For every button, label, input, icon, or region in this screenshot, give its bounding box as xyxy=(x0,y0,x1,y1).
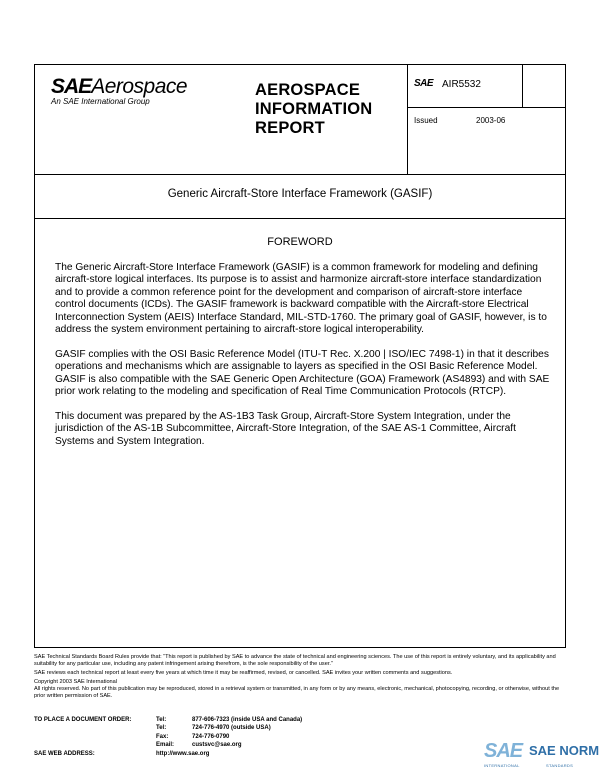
stamp-norm-text: SAE NORM xyxy=(529,743,600,758)
report-type-line: REPORT xyxy=(255,119,325,137)
contact-kind: Fax: xyxy=(156,733,169,740)
sae-aerospace-logo xyxy=(51,76,187,106)
contact-value: 724-776-4970 (outside USA) xyxy=(192,725,271,732)
logo-aerospace-text: Aerospace xyxy=(91,75,188,98)
sae-mark: SAE xyxy=(414,78,434,89)
report-type-title xyxy=(255,81,405,138)
document-number-box xyxy=(408,65,522,108)
web-address-label: SAE WEB ADDRESS: xyxy=(34,750,95,757)
stamp-left-word: INTERNATIONAL xyxy=(484,763,520,768)
report-header xyxy=(35,65,565,175)
document-frame xyxy=(34,64,566,648)
foreword-paragraph: GASIF complies with the OSI Basic Reference Model (ITU-T Rec. X.200 | ISO/IEC 7498-1) in that it describes operations and mechanisms which are assignable to layers as specified in the OSI Basic Reference Model. GASIF is also compatible with the SAE Generic Open Architecture (GOA) Framework (AS4893) and with SAE prior work relating to the modeling and specification of Real Time Communication Protocols (RTCP). xyxy=(55,348,550,398)
issued-date: 2003-06 xyxy=(476,116,506,125)
rights-text: All rights reserved. No part of this publication may be reproduced, stored in a retrieval system or transmitted, in any form or by any means, electronic, mechanical, photocopying, recording, or otherwise, without the prior written permission of SAE. xyxy=(34,686,560,699)
logo-subtitle: An SAE International Group xyxy=(51,97,150,106)
contact-email[interactable]: custsvc@sae.org xyxy=(192,742,242,749)
document-number: AIR5532 xyxy=(442,79,481,90)
review-policy-text: SAE reviews each technical report at least every five years at which time it may be reaffirmed, revised, or cancelled. SAE invites your written comments and suggestions. xyxy=(34,670,453,676)
standards-rules-text: SAE Technical Standards Board Rules provide that: “This report is published by SAE to advance the state of technical and engineering sciences. The use of this report is entirely voluntary, and its applicability and suitability for any particular use, including any patent infringement arising therefrom, is the sole responsibility of the user.” xyxy=(34,654,556,667)
contact-kind: Email: xyxy=(156,742,175,749)
stamp-right-word: STANDARDS xyxy=(546,763,574,768)
report-type-line: AEROSPACE xyxy=(255,81,361,99)
stamp-sae-mark: SAE xyxy=(484,740,523,762)
sae-norm-stamp xyxy=(484,740,600,772)
logo-sae-text: SAE xyxy=(51,75,92,98)
web-address-link[interactable]: http://www.sae.org xyxy=(156,750,210,757)
contact-kind: Tel: xyxy=(156,717,167,723)
document-title: Generic Aircraft-Store Interface Framework (GASIF) xyxy=(167,188,433,200)
revision-box xyxy=(522,65,566,108)
report-type-line: INFORMATION xyxy=(255,100,373,118)
contact-value: 877-606-7323 (inside USA and Canada) xyxy=(192,717,303,723)
logo-cell xyxy=(35,65,241,175)
contact-value: 724-776-0790 xyxy=(192,733,230,740)
order-label: TO PLACE A DOCUMENT ORDER: xyxy=(34,717,132,723)
foreword-heading: FOREWORD xyxy=(267,236,333,248)
issued-label: Issued xyxy=(414,116,438,125)
foreword-paragraph: The Generic Aircraft-Store Interface Framework (GASIF) is a common framework for modeling and defining aircraft-store logical interfaces. Its purpose is to assist and harmonize aircraft-store interface standardization and to provide a common reference point for the development and comparison of aircraft-store interface control documents (ICDs). The GASIF framework is backward compatible with the Aircraft-store Electrical Interconnection System (AEIS) Interface Standard, MIL-STD-1760. The primary goal of GASIF, however, is to address the system environment pertaining to aircraft-store logical interoperability. xyxy=(55,262,547,336)
foreword-body xyxy=(55,262,551,460)
foreword-paragraph: This document was prepared by the AS-1B3 Task Group, Aircraft-Store System Integration, under the jurisdiction of the AS-1B Subcommittee, Aircraft-Store Integration, of the SAE AS-1 Committee, Aircraft Systems and System Integration. xyxy=(55,410,516,447)
legal-footer xyxy=(34,654,568,702)
document-title-row xyxy=(35,175,565,219)
copyright-text: Copyright 2003 SAE International xyxy=(34,679,118,685)
contact-kind: Tel: xyxy=(156,725,167,732)
logo-wordmark xyxy=(51,76,187,98)
document-id-cell xyxy=(407,65,565,175)
